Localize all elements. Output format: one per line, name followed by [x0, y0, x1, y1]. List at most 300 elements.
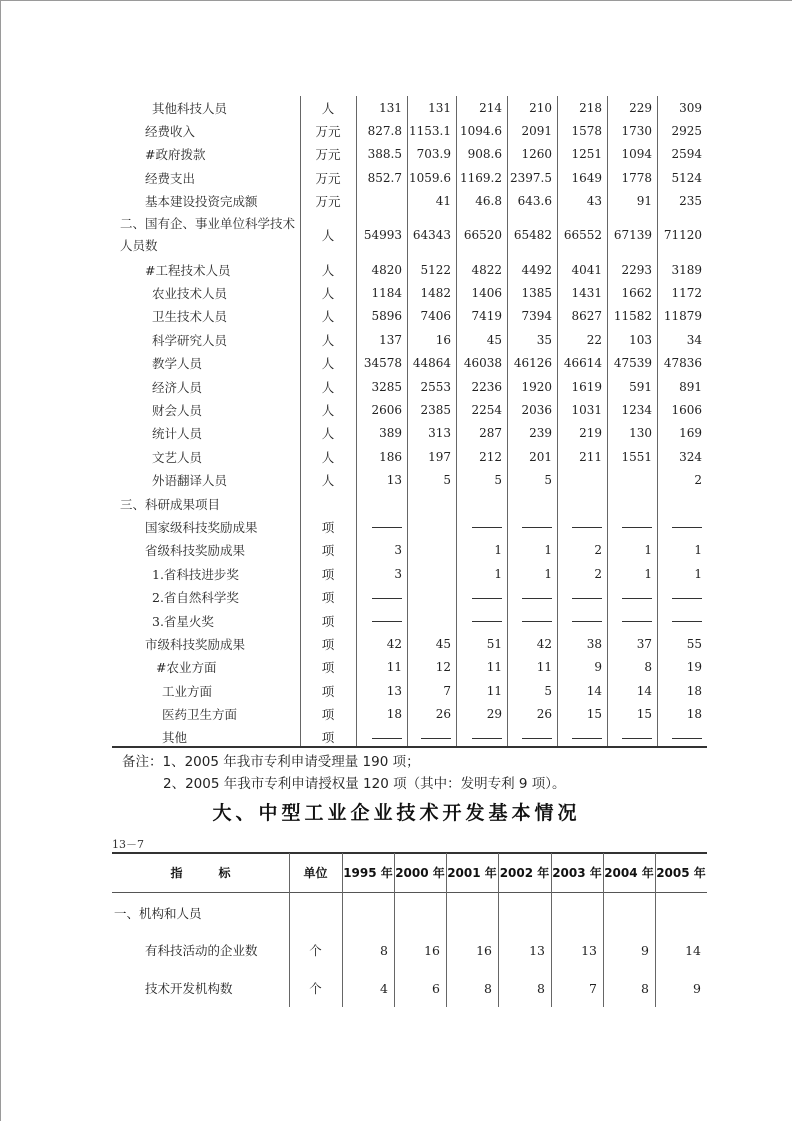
row-label: 统计人员 [152, 426, 203, 442]
value-cell [657, 609, 707, 632]
not-applicable-dash [622, 621, 652, 622]
value-cell [356, 328, 407, 351]
value-text: 66520 [463, 228, 502, 243]
unit-cell: 万元 [315, 170, 341, 186]
value-text: 1662 [621, 286, 652, 301]
value-cell [607, 96, 657, 119]
unit-cell: 项 [321, 613, 335, 629]
value-cell [456, 352, 507, 375]
value-text: 891 [679, 379, 702, 394]
value-text: 42 [386, 636, 402, 651]
value-cell [507, 679, 557, 702]
row-label: 一、机构和人员 [114, 906, 202, 921]
value-text: 38 [586, 636, 602, 651]
value-cell [456, 143, 507, 166]
value-cell [557, 702, 607, 725]
value-cell [456, 492, 507, 515]
value-text: 67139 [613, 228, 652, 243]
value-text: 313 [428, 426, 451, 441]
table-row [112, 328, 707, 351]
value-text: 5896 [371, 309, 402, 324]
value-text: 1260 [521, 147, 552, 162]
column-header: 指 标 [170, 865, 231, 880]
value-cell: 14 [685, 942, 701, 958]
value-cell [342, 894, 394, 932]
column-divider [557, 96, 558, 746]
value-cell [657, 679, 707, 702]
value-text: 2385 [420, 402, 451, 417]
value-cell [557, 492, 607, 515]
value-cell [607, 679, 657, 702]
value-cell [557, 398, 607, 421]
table-row [112, 398, 707, 421]
value-text: 1406 [471, 286, 502, 301]
value-text: 5122 [420, 262, 451, 277]
row-label: 经费支出 [145, 170, 196, 186]
value-text: 18 [386, 707, 402, 722]
value-text: 19 [686, 660, 702, 675]
value-cell [507, 398, 557, 421]
value-text: 34578 [363, 356, 402, 371]
value-cell [607, 190, 657, 213]
value-text: 37 [636, 636, 652, 651]
value-cell [456, 305, 507, 328]
value-text: 13 [386, 473, 402, 488]
value-text: 3285 [371, 379, 402, 394]
value-text: 5 [544, 473, 552, 488]
value-text: 2925 [671, 124, 702, 139]
section-title: 大、中型工业企业技术开发基本情况 [212, 802, 581, 824]
value-text: 91 [636, 194, 652, 209]
value-cell [507, 328, 557, 351]
value-text: 210 [529, 100, 552, 115]
table-row [112, 679, 707, 702]
value-text: 852.7 [367, 170, 402, 185]
value-text: 7419 [471, 309, 502, 324]
value-text: 15 [586, 707, 602, 722]
table-number: 13－7 [112, 838, 144, 851]
value-text: 5 [494, 473, 502, 488]
value-cell [407, 398, 456, 421]
value-text: 1730 [621, 124, 652, 139]
value-text: 42 [536, 636, 552, 651]
value-cell [657, 352, 707, 375]
table-row [112, 492, 707, 515]
value-text: 3 [394, 566, 402, 581]
value-cell [407, 352, 456, 375]
value-cell [607, 539, 657, 562]
value-cell [657, 445, 707, 468]
value-cell: 4 [380, 980, 388, 996]
value-cell [607, 562, 657, 585]
value-cell [407, 213, 456, 258]
header-rule [112, 892, 707, 893]
science-stats-table [112, 96, 707, 749]
value-cell [356, 492, 407, 515]
value-text: 1 [544, 566, 552, 581]
value-cell [356, 702, 407, 725]
unit-cell [300, 492, 356, 515]
not-applicable-dash [672, 621, 702, 622]
value-text: 45 [435, 636, 451, 651]
value-cell [657, 305, 707, 328]
value-cell: 7 [589, 980, 597, 996]
unit-cell: 项 [321, 730, 335, 746]
unit-cell: 项 [321, 543, 335, 559]
value-cell [557, 190, 607, 213]
table-row [112, 562, 707, 585]
value-text: 1 [694, 543, 702, 558]
column-divider [356, 96, 357, 746]
value-text: 14 [636, 683, 652, 698]
value-text: 2091 [521, 124, 552, 139]
value-cell [657, 166, 707, 189]
value-text: 44864 [412, 356, 451, 371]
value-cell [407, 422, 456, 445]
not-applicable-dash [372, 738, 402, 739]
value-cell [657, 468, 707, 491]
value-cell [607, 632, 657, 655]
unit-cell: 人 [321, 473, 335, 489]
value-text: 55 [686, 636, 702, 651]
column-header: 2005 年 [656, 865, 706, 880]
value-text: 45 [486, 332, 502, 347]
value-text: 1153.1 [409, 124, 451, 139]
value-cell [557, 119, 607, 142]
table-row [112, 609, 707, 632]
value-text: 15 [636, 707, 652, 722]
value-cell [407, 609, 456, 632]
value-cell [456, 375, 507, 398]
value-cell [657, 656, 707, 679]
value-cell [557, 422, 607, 445]
value-cell [607, 702, 657, 725]
value-cell [456, 702, 507, 725]
value-cell [607, 119, 657, 142]
row-label: 市级科技奖励成果 [145, 636, 246, 652]
value-text: 130 [629, 426, 652, 441]
value-text: 1606 [671, 402, 702, 417]
value-cell [356, 190, 407, 213]
unit-cell: 人 [321, 100, 335, 116]
value-text: 908.6 [467, 147, 502, 162]
value-cell [507, 562, 557, 585]
value-cell: 8 [484, 980, 492, 996]
table-row [112, 281, 707, 304]
value-cell [407, 328, 456, 351]
value-cell [557, 375, 607, 398]
value-text: 137 [379, 332, 402, 347]
value-cell [557, 305, 607, 328]
value-cell [407, 96, 456, 119]
row-label: 国家级科技奖励成果 [145, 519, 258, 535]
value-text: 46038 [463, 356, 502, 371]
value-text: 103 [629, 332, 652, 347]
column-header: 2004 年 [604, 865, 654, 880]
row-label: 技术开发机构数 [145, 981, 233, 996]
value-cell [557, 585, 607, 608]
value-cell [657, 375, 707, 398]
column-divider [507, 96, 508, 746]
value-cell [356, 585, 407, 608]
value-cell [456, 562, 507, 585]
value-cell: 6 [432, 980, 440, 996]
value-cell [507, 352, 557, 375]
value-cell [407, 702, 456, 725]
value-text: 26 [435, 707, 451, 722]
value-cell [607, 213, 657, 258]
value-cell [407, 375, 456, 398]
value-text: 1059.6 [409, 170, 451, 185]
value-text: 1619 [571, 379, 602, 394]
value-cell [356, 375, 407, 398]
value-cell [507, 585, 557, 608]
value-text: 1385 [521, 286, 552, 301]
value-text: 2 [594, 543, 602, 558]
not-applicable-dash [672, 598, 702, 599]
value-cell [356, 258, 407, 281]
value-cell [407, 562, 456, 585]
value-cell [657, 258, 707, 281]
column-header: 单位 [303, 865, 328, 880]
value-cell [657, 398, 707, 421]
value-cell [607, 609, 657, 632]
table-row [112, 539, 707, 562]
column-header: 2001 年 [447, 865, 497, 880]
row-label: 外语翻译人员 [152, 473, 228, 489]
row-label: 基本建设投资完成额 [145, 194, 258, 210]
unit-cell [289, 894, 342, 932]
value-cell [407, 585, 456, 608]
value-cell [507, 96, 557, 119]
value-text: 218 [579, 100, 602, 115]
unit-cell: 人 [321, 262, 335, 278]
not-applicable-dash [372, 527, 402, 528]
value-text: 1 [644, 566, 652, 581]
value-cell [356, 119, 407, 142]
value-cell [407, 468, 456, 491]
value-text: 169 [679, 426, 702, 441]
value-text: 591 [629, 379, 652, 394]
value-text: 41 [435, 194, 451, 209]
value-cell [356, 96, 407, 119]
value-text: 186 [379, 449, 402, 464]
value-cell [356, 305, 407, 328]
value-cell [507, 305, 557, 328]
value-cell [407, 445, 456, 468]
value-text: 2594 [671, 147, 702, 162]
value-cell [407, 258, 456, 281]
value-cell [507, 422, 557, 445]
value-cell [557, 562, 607, 585]
value-cell [557, 515, 607, 538]
value-cell [456, 632, 507, 655]
unit-cell: 项 [321, 683, 335, 699]
not-applicable-dash [622, 527, 652, 528]
value-cell: 8 [641, 980, 649, 996]
not-applicable-dash [472, 598, 502, 599]
value-text: 18 [686, 707, 702, 722]
value-cell [657, 213, 707, 258]
value-text: 4041 [571, 262, 602, 277]
value-text: 7 [443, 683, 451, 698]
not-applicable-dash [622, 738, 652, 739]
value-cell [456, 679, 507, 702]
row-label: #政府拨款 [145, 147, 206, 163]
value-cell [394, 894, 446, 932]
value-text: 211 [579, 449, 602, 464]
row-label: 1.省科技进步奖 [152, 566, 239, 582]
value-cell: 9 [693, 980, 701, 996]
value-text: 1 [644, 543, 652, 558]
value-text: 11582 [613, 309, 652, 324]
value-cell [607, 422, 657, 445]
column-header: 2003 年 [552, 865, 602, 880]
value-cell [356, 562, 407, 585]
value-text: 11 [536, 660, 552, 675]
not-applicable-dash [472, 621, 502, 622]
value-cell [551, 894, 603, 932]
value-cell [407, 190, 456, 213]
column-header: 2002 年 [499, 865, 550, 880]
value-text: 1031 [571, 402, 602, 417]
value-text: 46614 [563, 356, 602, 371]
value-cell [356, 656, 407, 679]
not-applicable-dash [622, 598, 652, 599]
column-divider [456, 96, 457, 746]
value-text: 11 [486, 660, 502, 675]
value-cell [657, 585, 707, 608]
value-text: 11 [486, 683, 502, 698]
not-applicable-dash [572, 738, 602, 739]
not-applicable-dash [421, 738, 451, 739]
value-cell: 16 [424, 942, 440, 958]
unit-cell: 项 [321, 590, 335, 606]
not-applicable-dash [472, 738, 502, 739]
value-cell [456, 656, 507, 679]
value-cell [507, 281, 557, 304]
value-cell [356, 398, 407, 421]
value-cell [456, 445, 507, 468]
note-line-2: 2、2005 年我市专利申请授权量 120 项（其中：发明专利 9 项）。 [163, 776, 566, 792]
value-text: 827.8 [367, 124, 402, 139]
value-cell [607, 305, 657, 328]
value-cell [607, 166, 657, 189]
value-cell [507, 632, 557, 655]
unit-cell: 人 [321, 309, 335, 325]
value-text: 11 [386, 660, 402, 675]
unit-cell: 人 [321, 356, 335, 372]
value-cell [507, 656, 557, 679]
value-text: 8 [644, 660, 652, 675]
value-text: 1172 [671, 286, 702, 301]
row-label: 卫生技术人员 [152, 309, 228, 325]
value-text: 5 [544, 683, 552, 698]
value-text: 2 [694, 473, 702, 488]
table-row [112, 305, 707, 328]
value-cell [407, 632, 456, 655]
unit-cell: 项 [321, 707, 335, 723]
value-text: 324 [679, 449, 702, 464]
value-cell [356, 281, 407, 304]
value-text: 1234 [621, 402, 652, 417]
value-text: 235 [679, 194, 702, 209]
value-cell [407, 119, 456, 142]
value-cell [407, 305, 456, 328]
table-row [112, 632, 707, 655]
value-text: 29 [486, 707, 502, 722]
value-cell [607, 143, 657, 166]
value-text: 3189 [671, 262, 702, 277]
value-cell [557, 258, 607, 281]
value-cell [407, 679, 456, 702]
value-cell [557, 679, 607, 702]
table-bottom-rule [112, 746, 707, 748]
row-label: 省级科技奖励成果 [145, 543, 246, 559]
unit-cell: 人 [321, 426, 335, 442]
value-cell: 13 [581, 942, 597, 958]
table-row [112, 190, 707, 213]
unit-cell: 项 [321, 660, 335, 676]
table-row [112, 143, 707, 166]
value-text: 287 [479, 426, 502, 441]
value-cell [657, 632, 707, 655]
value-cell [507, 702, 557, 725]
value-text: 1 [494, 543, 502, 558]
value-text: 214 [479, 100, 502, 115]
table-row [112, 213, 707, 258]
value-text: 1920 [521, 379, 552, 394]
value-cell [657, 281, 707, 304]
value-text: 43 [586, 194, 602, 209]
table-row [112, 468, 707, 491]
not-applicable-dash [472, 527, 502, 528]
value-text: 22 [586, 332, 602, 347]
value-cell [557, 166, 607, 189]
value-text: 1251 [571, 147, 602, 162]
value-text: 1094 [621, 147, 652, 162]
value-cell [557, 281, 607, 304]
table-row [112, 894, 707, 932]
value-cell [456, 119, 507, 142]
value-cell [607, 468, 657, 491]
value-text: 3 [394, 543, 402, 558]
value-cell [356, 213, 407, 258]
value-text: 12 [435, 660, 451, 675]
value-cell: 13 [529, 942, 545, 958]
unit-cell: 人 [321, 228, 335, 244]
value-text: 47836 [663, 356, 702, 371]
value-text: 5 [443, 473, 451, 488]
value-cell [557, 445, 607, 468]
value-cell [456, 258, 507, 281]
table-row [112, 166, 707, 189]
value-text: 201 [529, 449, 552, 464]
value-cell [507, 492, 557, 515]
value-cell [356, 609, 407, 632]
value-text: 2 [594, 566, 602, 581]
value-cell [456, 585, 507, 608]
table-row [112, 445, 707, 468]
value-text: 11879 [663, 309, 702, 324]
row-label: 三、科研成果项目 [120, 496, 221, 512]
not-applicable-dash [522, 621, 552, 622]
value-text: 4822 [471, 262, 502, 277]
value-text: 1551 [621, 449, 652, 464]
value-cell [507, 468, 557, 491]
value-text: 1 [494, 566, 502, 581]
value-cell [657, 702, 707, 725]
